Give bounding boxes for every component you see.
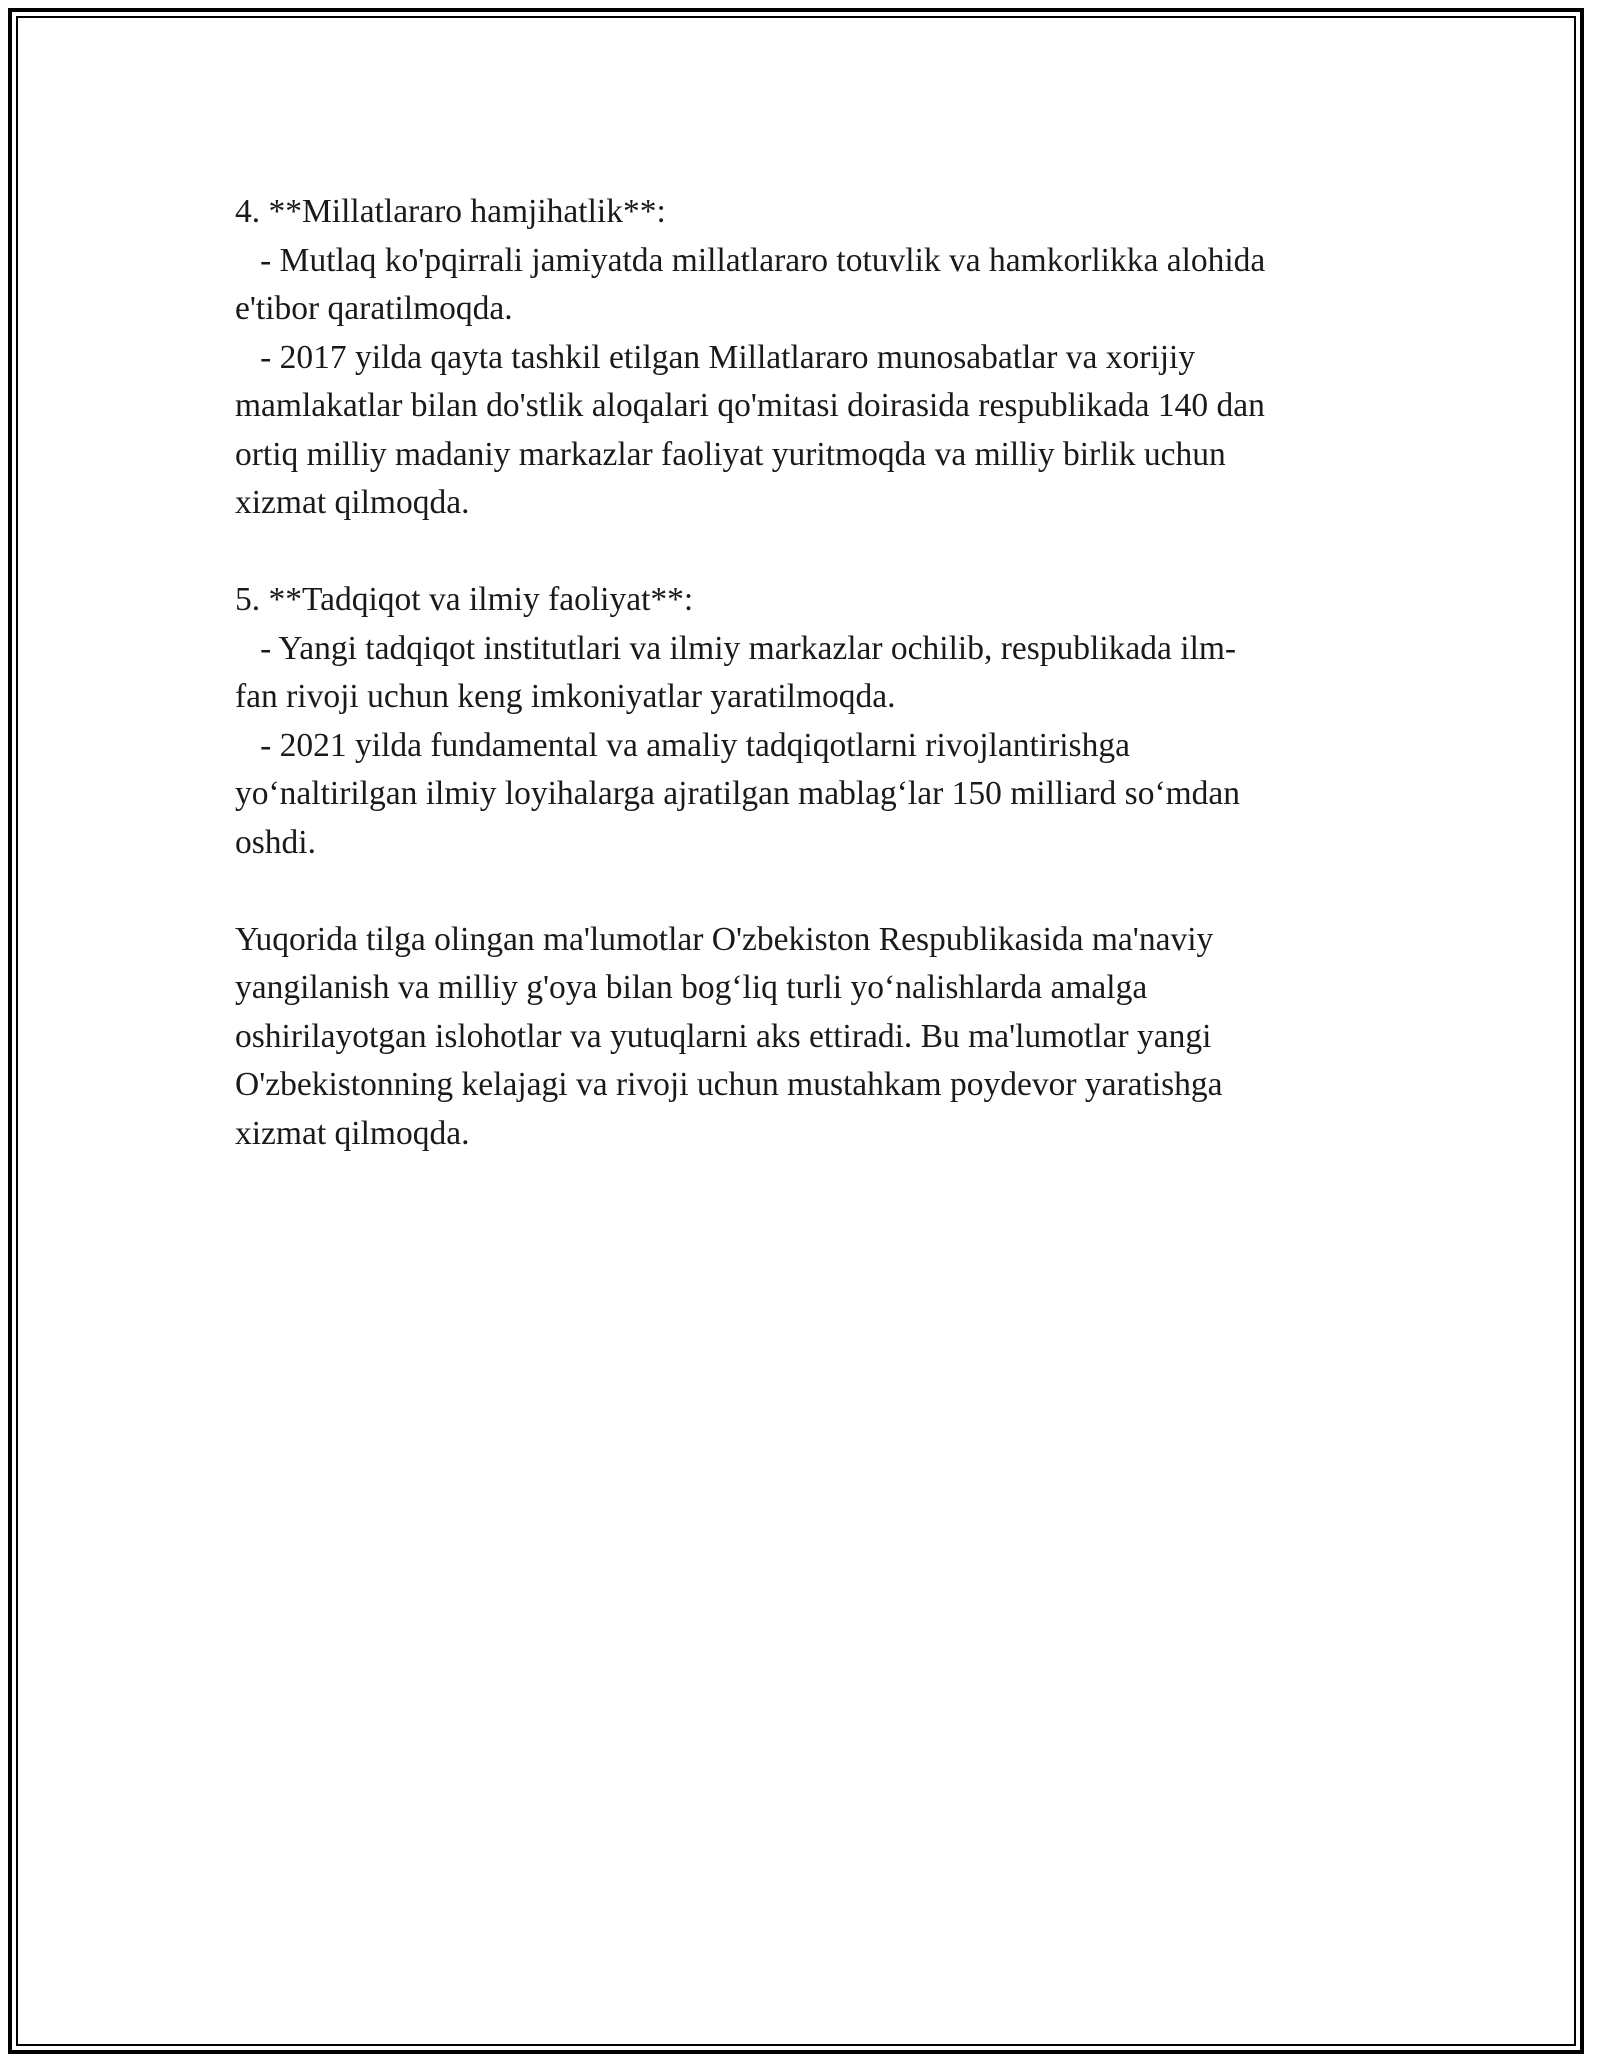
paragraph-line: yo‘naltirilgan ilmiy loyihalarga ajratilgan mablag‘lar 150 milliard so‘mdan (235, 775, 1241, 812)
paragraph-line: e'tibor qaratilmoqda. (235, 290, 513, 327)
section-conclusion (235, 916, 1370, 1159)
paragraph-line: ortiq milliy madaniy markazlar faoliyat yuritmoqda va milliy birlik uchun (235, 435, 1226, 473)
paragraph-line: oshdi. (235, 823, 316, 861)
section-heading: 4. **Millatlararo hamjihatlik**: (235, 193, 666, 230)
paragraph-line: - Mutlaq ko'pqirrali jamiyatda millatlararo totuvlik va hamkorlikka alohida (235, 241, 1266, 279)
paragraph-line: - 2021 yilda fundamental va amaliy tadqiqotlarni rivojlantirishga (235, 726, 1130, 764)
paragraph-gap (235, 528, 1370, 577)
paragraph-line: mamlakatlar bilan do'stlik aloqalari qo'mitasi doirasida respublikada 140 dan (235, 387, 1265, 424)
section-interethnic-harmony (235, 188, 1370, 528)
paragraph-line: O'zbekistonning kelajagi va rivoji uchun mustahkam poydevor yaratishga (235, 1066, 1223, 1103)
paragraph-line: fan rivoji uchun keng imkoniyatlar yaratilmoqda. (235, 678, 896, 715)
paragraph-gap (235, 867, 1370, 916)
section-research (235, 576, 1370, 867)
paragraph-line: oshirilayotgan islohotlar va yutuqlarni aks ettiradi. Bu ma'lumotlar yangi (235, 1017, 1212, 1055)
document-body (235, 188, 1370, 1158)
paragraph-line: - Yangi tadqiqot institutlari va ilmiy markazlar ochilib, respublikada ilm- (235, 629, 1237, 667)
section-heading: 5. **Tadqiqot va ilmiy faoliyat**: (235, 581, 694, 618)
paragraph-line: xizmat qilmoqda. (235, 484, 470, 521)
paragraph-line: - 2017 yilda qayta tashkil etilgan Millatlararo munosabatlar va xorijiy (235, 338, 1196, 376)
paragraph-line: xizmat qilmoqda. (235, 1114, 470, 1152)
paragraph-line: Yuqorida tilga olingan ma'lumotlar O'zbekiston Respublikasida ma'naviy (235, 920, 1214, 958)
paragraph-line: yangilanish va milliy g'oya bilan bog‘liq turli yo‘nalishlarda amalga (235, 969, 1148, 1006)
